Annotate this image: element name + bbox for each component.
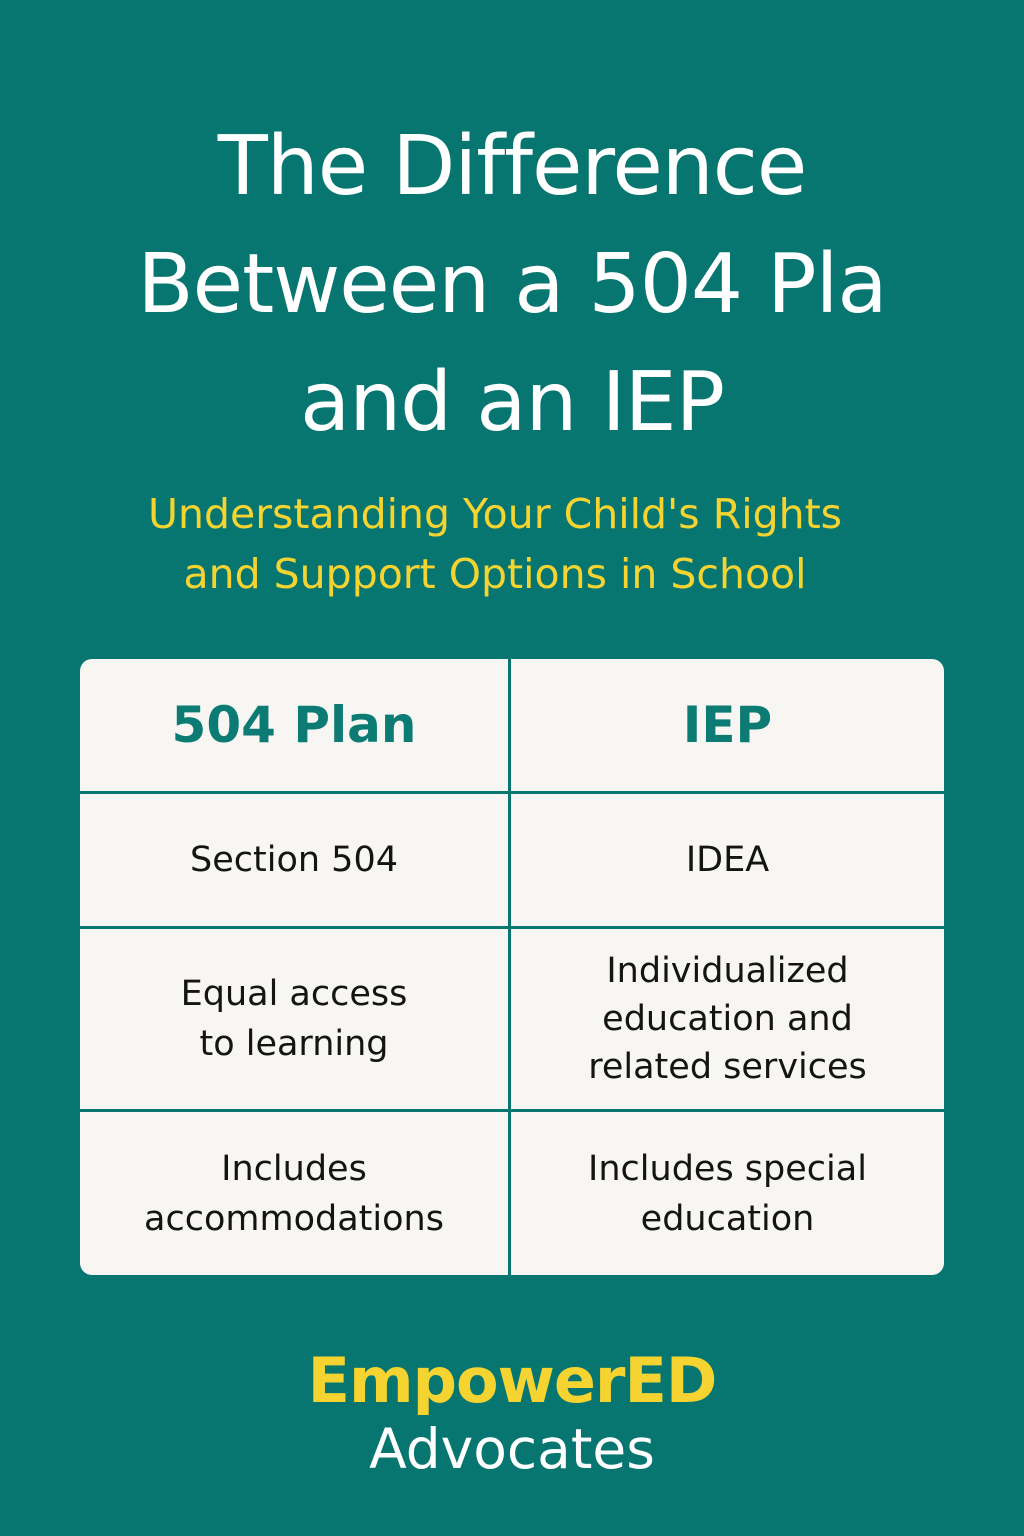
table-cell-504-includes-text: Includes accommodations: [144, 1148, 444, 1239]
title-line-1: The Difference: [217, 119, 807, 214]
table-cell-iep-includes-text: Includes special education: [588, 1148, 867, 1239]
subtitle-line-1: Understanding Your Child's Rights: [147, 490, 843, 538]
table-cell-504-purpose: [80, 929, 511, 1112]
subtitle: [0, 484, 990, 604]
table-cell-504-purpose-text: Equal access to learning: [180, 974, 408, 1064]
table-cell-iep-purpose-text: Individualized education and related services: [588, 951, 867, 1087]
brand-tagline: Advocates: [369, 1417, 655, 1481]
table-cell-iep-law: IDEA: [511, 794, 944, 929]
title-line-2: Between a 504 Pla: [137, 237, 887, 332]
subtitle-line-2: and Support Options in School: [183, 550, 807, 598]
page-title: [0, 108, 1024, 462]
table-cell-iep-purpose: [511, 929, 944, 1112]
table-header-504-plan: 504 Plan: [80, 659, 511, 794]
table-cell-504-includes: [80, 1112, 511, 1275]
table-cell-504-law: Section 504: [80, 794, 511, 929]
table-header-iep: IEP: [511, 659, 944, 794]
comparison-table: [80, 659, 944, 1275]
table-cell-iep-includes: [511, 1112, 944, 1275]
brand-logo: [0, 1346, 1024, 1482]
brand-name: EmpowerED: [307, 1344, 717, 1417]
title-line-3: and an IEP: [299, 355, 725, 450]
